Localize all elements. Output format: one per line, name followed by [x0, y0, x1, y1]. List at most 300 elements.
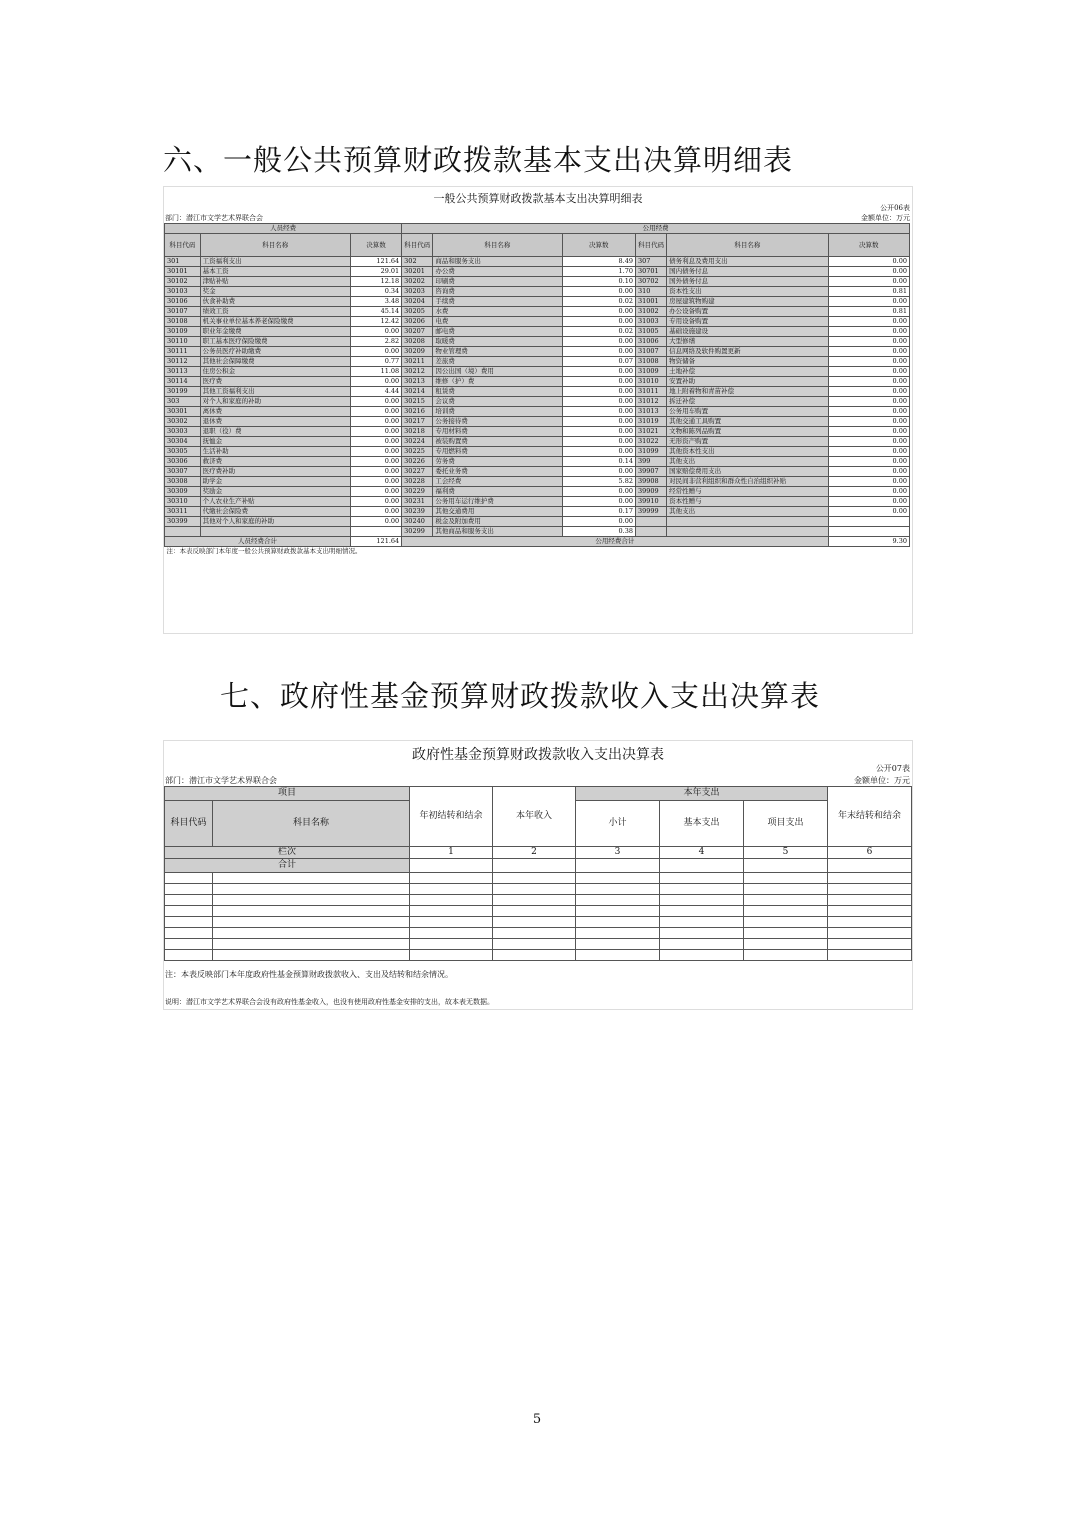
empty-cell	[660, 950, 744, 961]
empty-cell	[410, 906, 493, 917]
empty-cell	[410, 873, 493, 884]
cell-code: 30229	[402, 487, 433, 497]
cell-name: 对个人和家庭的补助	[200, 397, 350, 407]
cell-name: 基本工资	[200, 267, 350, 277]
table6-title: 一般公共预算财政拨款基本支出决算明细表	[433, 192, 643, 205]
cell-amount: 0.00	[350, 397, 401, 407]
empty-cell	[165, 906, 213, 917]
empty-cell	[576, 950, 660, 961]
cell-code: 31006	[635, 337, 666, 347]
cell-amount: 0.00	[350, 407, 401, 417]
h-income: 本年收入	[493, 787, 576, 847]
h-subtotal: 小计	[576, 801, 660, 847]
table6-code: 公开06表	[880, 204, 910, 212]
cell-name: 取暖费	[433, 337, 562, 347]
cell-amount: 0.00	[828, 257, 909, 267]
cell-name: 医疗费补助	[200, 467, 350, 477]
col-code: 科目代码	[635, 234, 666, 257]
col-num: 5	[744, 847, 828, 859]
cell-code: 30240	[402, 517, 433, 527]
empty-cell	[828, 950, 912, 961]
cell-name: 会议费	[433, 397, 562, 407]
cell-name: 经常性赠与	[667, 487, 828, 497]
h-basic: 基本支出	[660, 801, 744, 847]
cell-amount: 0.34	[350, 287, 401, 297]
empty-cell	[410, 917, 493, 928]
cell-amount: 4.44	[350, 387, 401, 397]
cell-amount: 0.00	[350, 377, 401, 387]
cell-name: 国家赔偿费用支出	[667, 467, 828, 477]
section6-heading: 六、一般公共预算财政拨款基本支出决算明细表	[163, 143, 794, 177]
cell-amount: 0.00	[350, 477, 401, 487]
cell-name: 其他工资福利支出	[200, 387, 350, 397]
cell-name: 退休费	[200, 417, 350, 427]
cell-amount	[350, 527, 401, 537]
cell-code: 30107	[165, 307, 201, 317]
table7-unit: 金额单位：万元	[854, 776, 910, 785]
table-row	[165, 437, 910, 447]
cell-code: 30309	[165, 487, 201, 497]
cell-name: 手续费	[433, 297, 562, 307]
empty-cell	[576, 939, 660, 950]
col-amount: 决算数	[350, 234, 401, 257]
table6-unit: 金额单位：万元	[861, 214, 910, 222]
cell-code: 30231	[402, 497, 433, 507]
empty-cell	[828, 884, 912, 895]
cell-amount: 3.48	[350, 297, 401, 307]
cell-code: 30199	[165, 387, 201, 397]
cell-amount: 0.00	[562, 487, 635, 497]
table-row	[165, 417, 910, 427]
col-amount: 决算数	[828, 234, 909, 257]
cell-name: 医疗费	[200, 377, 350, 387]
cell-amount: 0.00	[350, 457, 401, 467]
cell-name: 税金及附加费用	[433, 517, 562, 527]
cell-amount: 0.07	[562, 357, 635, 367]
table-row	[165, 477, 910, 487]
empty-cell	[744, 917, 828, 928]
empty-cell	[410, 884, 493, 895]
empty-cell	[410, 895, 493, 906]
cell-amount: 0.00	[828, 317, 909, 327]
cell-name: 维修（护）费	[433, 377, 562, 387]
cell-amount: 12.18	[350, 277, 401, 287]
col-amount: 决算数	[562, 234, 635, 257]
table-row	[165, 297, 910, 307]
empty-cell	[410, 939, 493, 950]
cell-name: 物业管理费	[433, 347, 562, 357]
h-proj: 项目支出	[744, 801, 828, 847]
cell-code: 31009	[635, 367, 666, 377]
cell-code: 30216	[402, 407, 433, 417]
empty-cell	[493, 950, 576, 961]
cell-amount: 0.00	[562, 497, 635, 507]
table-row	[165, 895, 912, 906]
cell-name: 其他支出	[667, 457, 828, 467]
cell-name	[667, 527, 828, 537]
table-row	[165, 950, 912, 961]
cell-amount: 0.00	[562, 397, 635, 407]
empty-cell	[744, 939, 828, 950]
cell-amount: 0.00	[828, 487, 909, 497]
cell-code: 31007	[635, 347, 666, 357]
cell-name: 职工基本医疗保险缴费	[200, 337, 350, 347]
cell-code: 39908	[635, 477, 666, 487]
empty-cell	[165, 895, 213, 906]
cell-amount: 0.00	[828, 497, 909, 507]
cell-code: 31003	[635, 317, 666, 327]
cell-code: 30103	[165, 287, 201, 297]
empty-cell	[165, 873, 213, 884]
cell-name: 信息网络及软件购置更新	[667, 347, 828, 357]
empty-cell	[744, 906, 828, 917]
cell-code: 30304	[165, 437, 201, 447]
personnel-total: 121.64	[350, 537, 401, 547]
cell-name: 办公设备购置	[667, 307, 828, 317]
cell-name: 抚恤金	[200, 437, 350, 447]
cell-name: 其他资本性支出	[667, 447, 828, 457]
cell-amount: 0.00	[562, 307, 635, 317]
cell-amount	[828, 527, 909, 537]
cell-code: 30204	[402, 297, 433, 307]
cell-code: 31011	[635, 387, 666, 397]
cell-code: 30211	[402, 357, 433, 367]
table-row	[165, 287, 910, 297]
cell-amount: 1.70	[562, 267, 635, 277]
cell-code: 30224	[402, 437, 433, 447]
cell-code: 30305	[165, 447, 201, 457]
empty-cell	[213, 895, 410, 906]
cell-name: 工资福利支出	[200, 257, 350, 267]
cell-amount: 0.00	[828, 337, 909, 347]
cell-amount: 0.00	[828, 377, 909, 387]
cell-amount: 0.00	[828, 357, 909, 367]
empty-cell	[410, 928, 493, 939]
cell-code: 30212	[402, 367, 433, 377]
empty-cell	[410, 859, 493, 873]
cell-amount: 0.00	[350, 487, 401, 497]
cell-code: 39910	[635, 497, 666, 507]
h-expense: 本年支出	[576, 787, 828, 801]
cell-name: 劳务费	[433, 457, 562, 467]
cell-code: 30108	[165, 317, 201, 327]
cell-name: 对民间非营利组织和群众性自治组织补贴	[667, 477, 828, 487]
empty-cell	[165, 884, 213, 895]
cell-name: 职业年金缴费	[200, 327, 350, 337]
cell-amount: 0.00	[828, 437, 909, 447]
h-code: 科目代码	[165, 801, 213, 847]
cell-name: 无形资产购置	[667, 437, 828, 447]
cell-name: 大型修缮	[667, 337, 828, 347]
cell-name: 租赁费	[433, 387, 562, 397]
table7-grid	[164, 786, 912, 961]
cell-amount: 0.00	[562, 367, 635, 377]
cell-amount: 0.00	[562, 427, 635, 437]
cell-amount: 0.00	[350, 467, 401, 477]
cell-code: 30227	[402, 467, 433, 477]
cell-name: 被装购置费	[433, 437, 562, 447]
cell-name: 其他对个人和家庭的补助	[200, 517, 350, 527]
cell-name: 奖金	[200, 287, 350, 297]
table-row	[165, 397, 910, 407]
cell-amount: 0.81	[828, 307, 909, 317]
cell-name: 资本性赠与	[667, 497, 828, 507]
table-row	[165, 507, 910, 517]
empty-cell	[576, 859, 660, 873]
table-row	[165, 527, 910, 537]
cell-code: 302	[402, 257, 433, 267]
cell-code: 31099	[635, 447, 666, 457]
empty-cell	[744, 928, 828, 939]
cell-amount: 0.00	[828, 427, 909, 437]
cell-amount: 0.00	[562, 407, 635, 417]
cell-name	[200, 527, 350, 537]
cell-amount: 0.00	[828, 457, 909, 467]
h-name: 科目名称	[213, 801, 410, 847]
col-name: 科目名称	[200, 234, 350, 257]
empty-cell	[213, 928, 410, 939]
cell-amount: 5.82	[562, 477, 635, 487]
table-row	[165, 367, 910, 377]
cell-name: 安置补助	[667, 377, 828, 387]
cell-code: 30226	[402, 457, 433, 467]
col-num: 2	[493, 847, 576, 859]
empty-cell	[744, 950, 828, 961]
cell-code	[635, 517, 666, 527]
cell-code: 39907	[635, 467, 666, 477]
cell-code: 30102	[165, 277, 201, 287]
cell-name: 绩效工资	[200, 307, 350, 317]
empty-cell	[660, 873, 744, 884]
empty-cell	[493, 895, 576, 906]
table6-dept: 部门：潜江市文学艺术界联合会	[165, 214, 263, 222]
cell-amount: 0.00	[350, 437, 401, 447]
cell-name: 工会经费	[433, 477, 562, 487]
cell-name: 拆迁补偿	[667, 397, 828, 407]
cell-amount: 0.00	[828, 387, 909, 397]
group-personnel: 人员经费	[165, 224, 402, 234]
cell-name: 退职（役）费	[200, 427, 350, 437]
cell-name: 邮电费	[433, 327, 562, 337]
cell-amount: 0.00	[828, 407, 909, 417]
cell-amount: 0.02	[562, 297, 635, 307]
table-row	[165, 928, 912, 939]
cell-name: 救济费	[200, 457, 350, 467]
cell-amount: 0.00	[350, 447, 401, 457]
empty-cell	[744, 859, 828, 873]
cell-amount: 0.00	[828, 297, 909, 307]
cell-name: 文物和陈列品购置	[667, 427, 828, 437]
table-row	[165, 427, 910, 437]
empty-cell	[828, 895, 912, 906]
empty-cell	[213, 917, 410, 928]
empty-cell	[660, 859, 744, 873]
empty-cell	[213, 884, 410, 895]
table-row	[165, 457, 910, 467]
h-total: 合计	[165, 859, 410, 873]
cell-code: 30208	[402, 337, 433, 347]
cell-name: 差旅费	[433, 357, 562, 367]
h-project: 项目	[165, 787, 410, 801]
col-name: 科目名称	[667, 234, 828, 257]
cell-amount: 0.81	[828, 287, 909, 297]
empty-cell	[493, 859, 576, 873]
cell-code: 30306	[165, 457, 201, 467]
cell-name: 奖励金	[200, 487, 350, 497]
col-code: 科目代码	[402, 234, 433, 257]
empty-cell	[165, 928, 213, 939]
empty-cell	[828, 928, 912, 939]
cell-code: 30303	[165, 427, 201, 437]
cell-name: 土地补偿	[667, 367, 828, 377]
cell-amount: 0.00	[350, 427, 401, 437]
table-row	[165, 497, 910, 507]
cell-name	[667, 517, 828, 527]
cell-name: 代缴社会保险费	[200, 507, 350, 517]
cell-code: 31008	[635, 357, 666, 367]
cell-code: 30112	[165, 357, 201, 367]
cell-amount: 0.17	[562, 507, 635, 517]
cell-name: 公务员医疗补助缴费	[200, 347, 350, 357]
cell-amount: 0.00	[562, 417, 635, 427]
cell-amount: 0.00	[350, 517, 401, 527]
table-row	[165, 517, 910, 527]
cell-code: 30214	[402, 387, 433, 397]
cell-amount: 0.00	[828, 327, 909, 337]
cell-code: 31012	[635, 397, 666, 407]
cell-code: 39999	[635, 507, 666, 517]
cell-name: 委托业务费	[433, 467, 562, 477]
empty-cell	[576, 928, 660, 939]
cell-code: 30301	[165, 407, 201, 417]
empty-cell	[165, 917, 213, 928]
section7-heading: 七、政府性基金预算财政拨款收入支出决算表	[220, 679, 821, 713]
table-row	[165, 884, 912, 895]
empty-cell	[493, 928, 576, 939]
cell-code: 30101	[165, 267, 201, 277]
table-row	[165, 277, 910, 287]
empty-cell	[660, 895, 744, 906]
cell-code: 31001	[635, 297, 666, 307]
cell-code: 30215	[402, 397, 433, 407]
cell-name: 助学金	[200, 477, 350, 487]
cell-amount: 0.00	[350, 497, 401, 507]
cell-code: 30310	[165, 497, 201, 507]
cell-amount	[828, 517, 909, 527]
table-row	[165, 347, 910, 357]
cell-code: 30209	[402, 347, 433, 357]
cell-amount: 0.00	[562, 347, 635, 357]
cell-code: 30202	[402, 277, 433, 287]
empty-cell	[660, 939, 744, 950]
cell-name: 其他支出	[667, 507, 828, 517]
cell-code: 310	[635, 287, 666, 297]
cell-code: 30114	[165, 377, 201, 387]
cell-name: 其他社会保障缴费	[200, 357, 350, 367]
table6-note: 注：本表反映部门本年度一般公共预算财政拨款基本支出明细情况。	[166, 547, 362, 555]
total-row	[165, 537, 910, 547]
group-public: 公用经费	[402, 224, 910, 234]
cell-code: 30205	[402, 307, 433, 317]
cell-amount: 0.00	[828, 507, 909, 517]
table7-note: 注：本表反映部门本年度政府性基金预算财政拨款收入、支出及结转和结余情况。	[165, 970, 453, 979]
cell-code: 39909	[635, 487, 666, 497]
table-row	[165, 327, 910, 337]
public-total: 9.30	[828, 537, 909, 547]
empty-cell	[165, 939, 213, 950]
cell-amount: 0.00	[350, 507, 401, 517]
cell-code: 31021	[635, 427, 666, 437]
cell-code: 30702	[635, 277, 666, 287]
empty-cell	[213, 873, 410, 884]
cell-code: 301	[165, 257, 201, 267]
cell-name: 债务利息及费用支出	[667, 257, 828, 267]
cell-code: 30110	[165, 337, 201, 347]
cell-amount: 8.49	[562, 257, 635, 267]
cell-code: 31010	[635, 377, 666, 387]
table7-code: 公开07表	[875, 764, 910, 773]
cell-code: 30228	[402, 477, 433, 487]
cell-name: 专用材料费	[433, 427, 562, 437]
cell-code: 30206	[402, 317, 433, 327]
cell-code: 30217	[402, 417, 433, 427]
empty-cell	[744, 873, 828, 884]
cell-name: 福利费	[433, 487, 562, 497]
cell-name: 住房公积金	[200, 367, 350, 377]
cell-code: 31013	[635, 407, 666, 417]
cell-amount: 0.00	[562, 437, 635, 447]
table-row	[165, 906, 912, 917]
table-row	[165, 377, 910, 387]
col-code: 科目代码	[165, 234, 201, 257]
empty-cell	[213, 906, 410, 917]
empty-cell	[493, 917, 576, 928]
cell-code	[635, 527, 666, 537]
cell-amount: 0.00	[350, 347, 401, 357]
table-row	[165, 873, 912, 884]
empty-cell	[744, 895, 828, 906]
cell-amount: 0.00	[828, 447, 909, 457]
cell-amount: 0.77	[350, 357, 401, 367]
cell-code: 30111	[165, 347, 201, 357]
cell-amount: 0.00	[350, 417, 401, 427]
cell-name: 其他交通费用	[433, 507, 562, 517]
cell-code: 30201	[402, 267, 433, 277]
empty-cell	[576, 906, 660, 917]
empty-cell	[660, 917, 744, 928]
cell-code: 31019	[635, 417, 666, 427]
table-row	[165, 337, 910, 347]
empty-cell	[828, 873, 912, 884]
cell-name: 伙食补助费	[200, 297, 350, 307]
cell-name: 津贴补贴	[200, 277, 350, 287]
cell-name: 离休费	[200, 407, 350, 417]
cell-name: 办公费	[433, 267, 562, 277]
cell-name: 水费	[433, 307, 562, 317]
cell-amount: 0.00	[828, 477, 909, 487]
empty-cell	[828, 859, 912, 873]
table7-frame	[163, 740, 913, 1010]
empty-cell	[493, 939, 576, 950]
cell-name: 商品和服务支出	[433, 257, 562, 267]
empty-cell	[828, 917, 912, 928]
empty-cell	[744, 884, 828, 895]
table-row	[165, 317, 910, 327]
cell-code: 31005	[635, 327, 666, 337]
cell-amount: 0.38	[562, 527, 635, 537]
cell-code: 30113	[165, 367, 201, 377]
cell-name: 资本性支出	[667, 287, 828, 297]
